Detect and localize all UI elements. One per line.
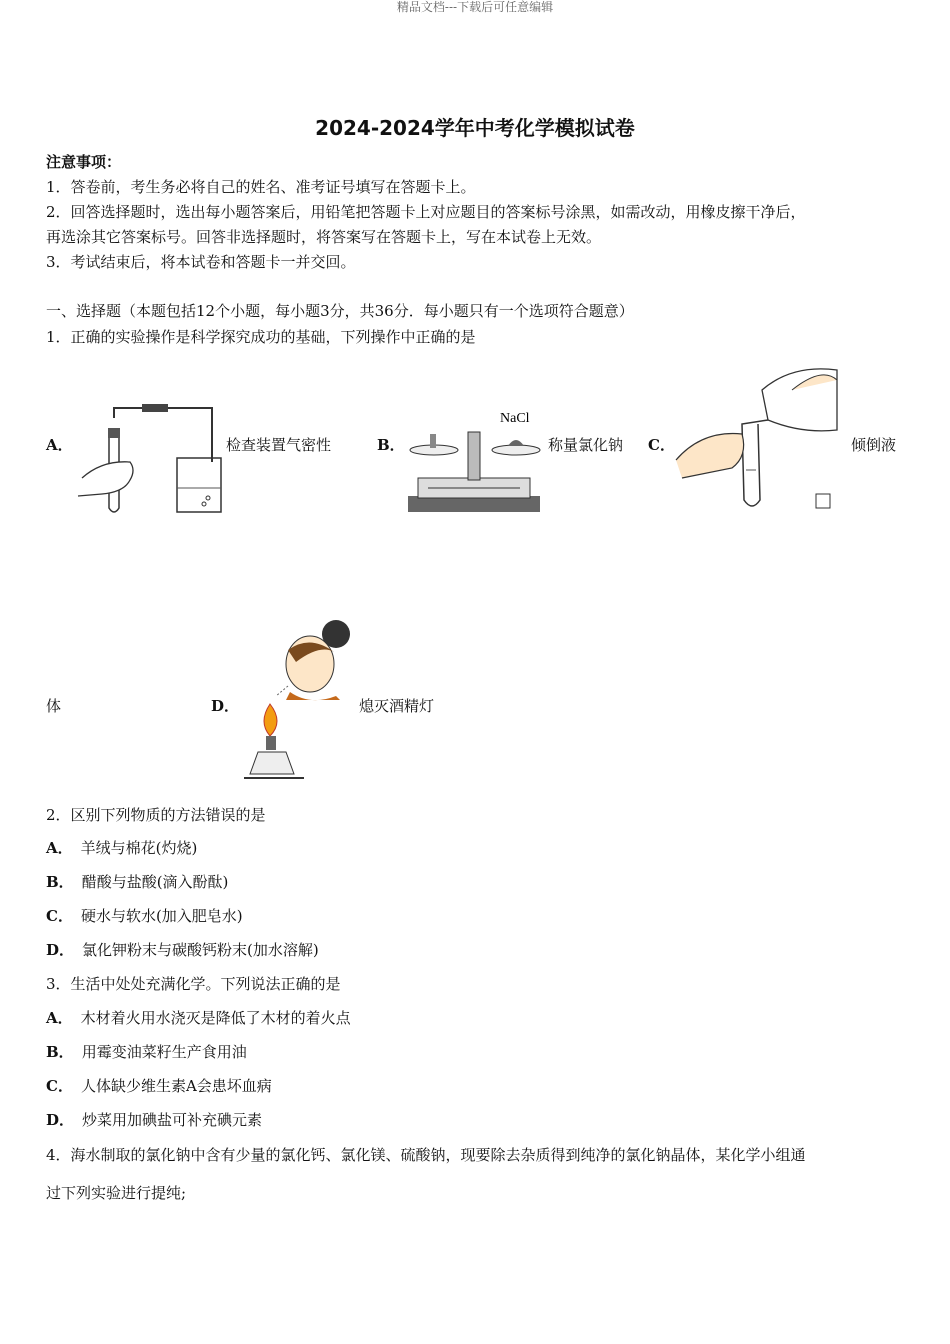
question-3-stem: 3．生活中处处充满化学。下列说法正确的是	[46, 975, 341, 993]
notice-item: 2．回答选择题时，选出每小题答案后，用铅笔把答题卡上对应题目的答案标号涂黑，如需改动，用橡皮擦干净后，	[46, 203, 806, 221]
question-4-stem: 4．海水制取的氯化钠中含有少量的氯化钙、氯化镁、硫酸钠，现要除去杂质得到纯净的氯化钠晶体，某化学小组通	[46, 1146, 806, 1164]
question-4-stem-continued: 过下列实验进行提纯;	[46, 1184, 187, 1202]
notice-heading: 注意事项：	[46, 153, 122, 171]
option-b-letter: B．	[377, 436, 405, 454]
option-d-text: 熄灭酒精灯	[359, 697, 435, 715]
option-text: 羊绒与棉花(灼烧)	[80, 839, 198, 857]
q2-option-a	[46, 838, 197, 858]
option-letter: C．	[46, 1077, 73, 1095]
nacl-label: NaCl	[500, 411, 530, 426]
option-letter: C．	[46, 907, 73, 925]
q2-option-c	[46, 906, 243, 926]
option-a-letter: A．	[46, 436, 73, 454]
option-text: 木材着火用水浇灭是降低了木材的着火点	[80, 1009, 351, 1027]
q3-option-c	[46, 1076, 272, 1096]
option-c-text-continued: 体	[46, 697, 62, 715]
notice-item: 再选涂其它答案标号。回答非选择题时，将答案写在答题卡上，写在本试卷上无效。	[46, 228, 602, 246]
option-letter: B．	[46, 873, 74, 891]
page-title: 2024-2024学年中考化学模拟试卷	[315, 116, 635, 140]
option-letter: A．	[46, 1009, 73, 1027]
option-c-text: 倾倒液	[851, 436, 897, 454]
q3-option-b	[46, 1042, 247, 1062]
option-text: 醋酸与盐酸(滴入酚酞)	[81, 873, 229, 891]
option-text: 用霉变油菜籽生产食用油	[81, 1043, 247, 1061]
balance-scale-image	[404, 404, 544, 516]
q2-option-d	[46, 940, 319, 960]
option-text: 人体缺少维生素A会患坏血病	[80, 1077, 272, 1095]
question-2-stem: 2．区别下列物质的方法错误的是	[46, 806, 266, 824]
section-heading: 一、选择题（本题包括12个小题，每小题3分，共36分．每小题只有一个选项符合题意）	[46, 302, 634, 320]
option-text: 炒菜用加碘盐可补充碘元素	[82, 1111, 263, 1129]
option-text: 氯化钾粉末与碳酸钙粉末(加水溶解)	[82, 941, 319, 959]
watermark: 精品文档---下载后可任意编辑	[396, 0, 554, 14]
question-1-stem: 1．正确的实验操作是科学探究成功的基础，下列操作中正确的是	[46, 328, 476, 346]
option-d-letter: D．	[211, 697, 240, 715]
notice-item: 1．答卷前，考生务必将自己的姓名、准考证号填写在答题卡上。	[46, 178, 476, 196]
alcohol-lamp-blowing-image	[240, 614, 358, 782]
option-a-text: 检查装置气密性	[226, 436, 332, 454]
option-letter: A．	[46, 839, 73, 857]
q2-option-b	[46, 872, 228, 892]
option-letter: B．	[46, 1043, 74, 1061]
q3-option-a	[46, 1008, 351, 1028]
q3-option-d	[46, 1110, 262, 1130]
notice-item: 3．考试结束后，将本试卷和答题卡一并交回。	[46, 253, 356, 271]
option-b-text: 称量氯化钠	[548, 436, 624, 454]
option-letter: D．	[46, 941, 75, 959]
airtight-check-apparatus-image	[72, 400, 222, 518]
option-c-letter: C．	[648, 436, 675, 454]
pouring-liquid-image	[672, 360, 842, 516]
option-letter: D．	[46, 1111, 75, 1129]
option-text: 硬水与软水(加入肥皂水)	[80, 907, 243, 925]
